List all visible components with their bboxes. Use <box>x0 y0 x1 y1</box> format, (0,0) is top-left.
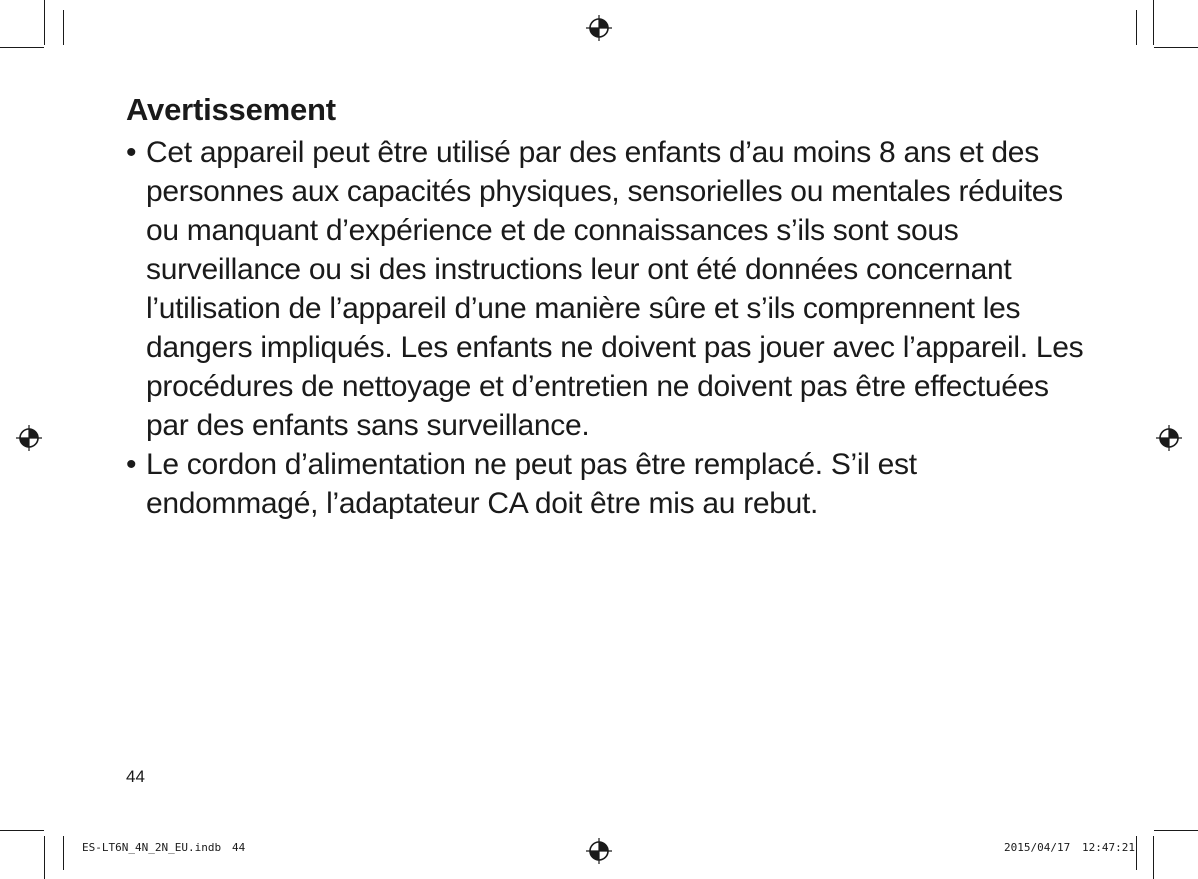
crop-mark-top-right-v2 <box>1136 10 1137 45</box>
crop-mark-bottom-right-v <box>1153 836 1154 879</box>
crop-mark-top-right-h <box>1154 47 1198 48</box>
list-item <box>126 133 1086 445</box>
registration-target-icon-left <box>16 425 42 451</box>
crop-mark-bottom-left-v <box>44 836 45 879</box>
warning-list <box>126 133 1086 523</box>
registration-target-icon-top <box>586 15 612 41</box>
section-heading: Avertissement <box>126 92 336 127</box>
crop-mark-bottom-left-h <box>0 830 44 831</box>
list-item <box>126 445 1086 523</box>
slug-page: 44 <box>232 841 246 854</box>
slug-date: 2015/04/17 <box>1004 841 1071 854</box>
list-item-text: Cet appareil peut être utilisé par des enfants d’au moins 8 ans et des personnes aux capacités physiques, sensorielles ou mentales réduites ou manquant d’expérience et de connaissances s’ils sont sous surveillance ou si des instructions leur ont été données concernant l’utilisation de l’appareil d’une manière sûre et s’ils comprennent les dangers impliqués. Les enfants ne doivent pas jouer avec l’appareil. Les procédures de nettoyage et d’entretien ne doivent pas être effectuées par des enfants sans surveillance. <box>146 136 1084 442</box>
slug-file-name: ES-LT6N_4N_2N_EU.indb <box>82 841 222 854</box>
bullet-icon: • <box>126 136 137 169</box>
crop-mark-top-left-v2 <box>63 10 64 45</box>
registration-target-icon-bottom <box>586 838 612 864</box>
crop-mark-bottom-left-v2 <box>63 836 64 870</box>
list-item-text: Le cordon d’alimentation ne peut pas être remplacé. S’il est endommagé, l’adaptateur CA doit être mis au rebut. <box>146 448 917 520</box>
page-number: 44 <box>126 767 145 786</box>
registration-target-icon-right <box>1156 425 1182 451</box>
crop-mark-top-right-v <box>1153 0 1154 45</box>
slug-time: 12:47:21 <box>1082 841 1135 854</box>
crop-mark-bottom-right-h <box>1154 830 1198 831</box>
bullet-icon: • <box>126 448 137 481</box>
crop-mark-bottom-right-v2 <box>1136 836 1137 870</box>
crop-mark-top-left-v <box>44 0 45 45</box>
crop-mark-top-left-h <box>0 47 44 48</box>
